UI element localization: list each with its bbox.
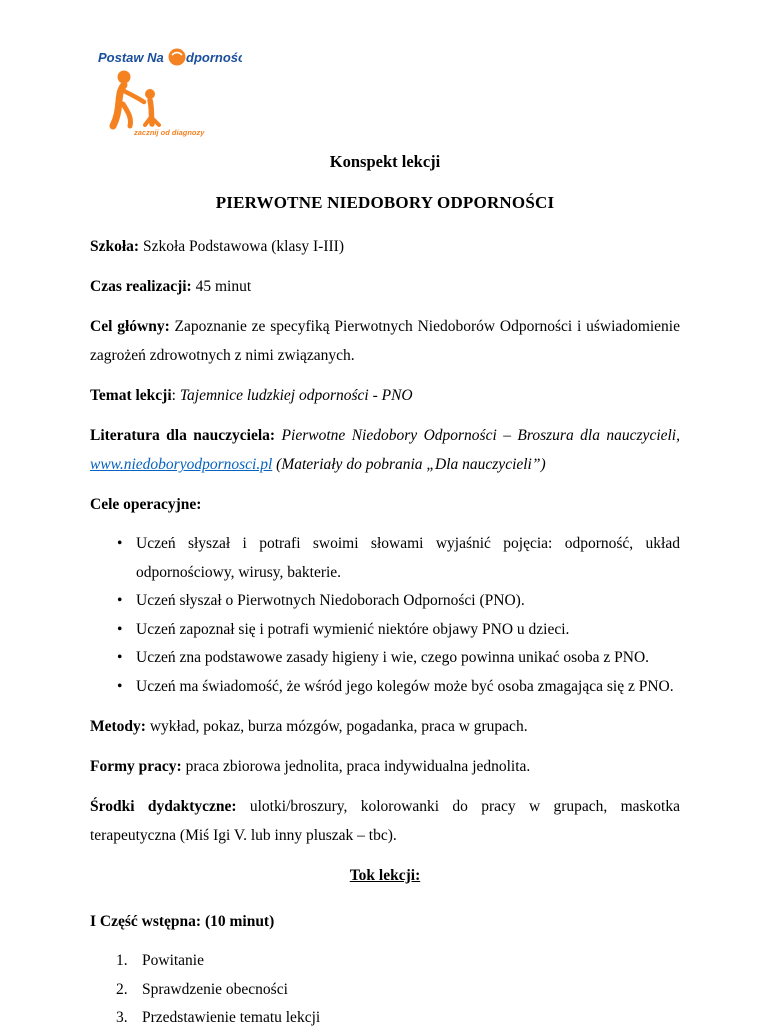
document-subtitle: PIERWOTNE NIEDOBORY ODPORNOŚCI: [215, 193, 555, 212]
bullet-icon: •: [117, 592, 123, 609]
list-item-text: Uczeń zna podstawowe zasady higieny i wie, czego powinna unikać osoba z PNO.: [136, 649, 650, 666]
field-cel-value: Zapoznanie ze specyfiką Pierwotnych Niedoborów Odporności i uświadomienie zagrożeń zdrowotnych z nimi związanych.: [90, 318, 680, 364]
list-item-number: 1.: [116, 952, 128, 969]
czesc-wstepna-heading: I Część wstępna: (10 minut): [90, 913, 275, 930]
field-szkola-label: Szkoła:: [90, 238, 140, 255]
field-czas-value: 45 minut: [191, 278, 252, 295]
list-item-number: 2.: [116, 980, 128, 998]
cele-operacyjne-list: [90, 530, 680, 701]
tok-lekcji-heading-text: Tok lekcji:: [349, 867, 421, 884]
list-item-text: Przedstawienie tematu lekcji: [142, 1009, 321, 1026]
list-item-number: 3.: [116, 1009, 128, 1026]
field-srodki-label: Środki dydaktyczne:: [90, 798, 237, 815]
field-cel-label: Cel główny:: [90, 318, 170, 335]
field-literatura-label: Literatura dla nauczyciela:: [90, 427, 276, 444]
field-formy-pracy: [90, 752, 680, 781]
field-formy-value: praca zbiorowa jednolita, praca indywidualna jednolita.: [181, 758, 531, 775]
field-temat-colon: :: [171, 387, 180, 404]
list-item-text: Sprawdzenie obecności: [142, 980, 288, 998]
field-literatura-part2: (Materiały do pobrania „Dla nauczycieli”): [272, 456, 546, 473]
list-item: [90, 673, 680, 702]
field-metody-label: Metody:: [90, 718, 146, 735]
logo-graphic: [82, 42, 242, 138]
field-srodki-value: ulotki/broszury, kolorowanki do pracy w grupach, maskotka terapeutyczna (Miś Igi V. lub inny pluszak – tbc).: [90, 798, 680, 844]
field-szkola-value: Szkoła Podstawowa (klasy I-III): [139, 238, 344, 255]
document-title: Konspekt lekcji: [329, 152, 441, 171]
field-literatura: [90, 421, 680, 479]
field-srodki-dydaktyczne: [90, 792, 680, 850]
tok-lekcji-heading: [90, 861, 680, 890]
logo-child-figure-icon: [145, 89, 159, 125]
czesc-wstepna-steps: [90, 947, 680, 1033]
list-item-text: Uczeń ma świadomość, że wśród jego kolegów może być osoba zmagająca się z PNO.: [136, 677, 674, 695]
list-item: [90, 530, 680, 587]
field-temat-lekcji: [90, 381, 680, 410]
literatura-website-link[interactable]: www.niedoboryodpornosci.pl: [90, 456, 273, 473]
field-czas-realizacji: [90, 272, 680, 301]
list-item: [90, 976, 680, 1005]
field-literatura-part1: Pierwotne Niedobory Odporności – Broszura dla nauczycieli,: [275, 427, 680, 444]
bullet-icon: •: [117, 620, 123, 638]
field-metody-value: wykład, pokaz, burza mózgów, pogadanka, praca w grupach.: [145, 718, 528, 735]
logo-orange-ball-icon: [169, 49, 186, 66]
bullet-icon: •: [117, 535, 123, 552]
field-cel-glowny: [90, 312, 680, 370]
list-item: [90, 587, 680, 616]
list-item: [90, 644, 680, 673]
list-item-text: Uczeń zapoznał się i potrafi wymienić niektóre objawy PNO u dzieci.: [136, 620, 570, 638]
logo-tagline: zacznij od diagnozy: [134, 128, 205, 137]
logo-brand-suffix: dporność: [186, 50, 242, 65]
logo-adult-figure-icon: [113, 71, 144, 127]
list-item: [90, 616, 680, 645]
cele-operacyjne-heading: Cele operacyjne:: [90, 496, 202, 513]
bullet-icon: •: [117, 649, 123, 666]
list-item-text: Uczeń słyszał i potrafi swoimi słowami wyjaśnić pojęcia: odporność, układ odpornościowy, wirusy, bakterie.: [136, 535, 680, 581]
field-szkola: [90, 232, 680, 261]
field-czas-label: Czas realizacji:: [90, 278, 192, 295]
logo-brand-text: Postaw Na: [98, 50, 164, 65]
list-item-text: Uczeń słyszał o Pierwotnych Niedoborach Odporności (PNO).: [136, 592, 525, 609]
field-temat-value: Tajemnice ludzkiej odporności - PNO: [179, 387, 413, 404]
postaw-na-odpornosc-logo: [82, 42, 242, 138]
field-formy-label: Formy pracy:: [90, 758, 182, 775]
field-temat-label: Temat lekcji: [90, 387, 172, 404]
list-item: [90, 947, 680, 976]
field-metody: [90, 712, 680, 741]
bullet-icon: •: [117, 677, 123, 695]
list-item-text: Powitanie: [142, 952, 204, 969]
list-item: [90, 1004, 680, 1033]
